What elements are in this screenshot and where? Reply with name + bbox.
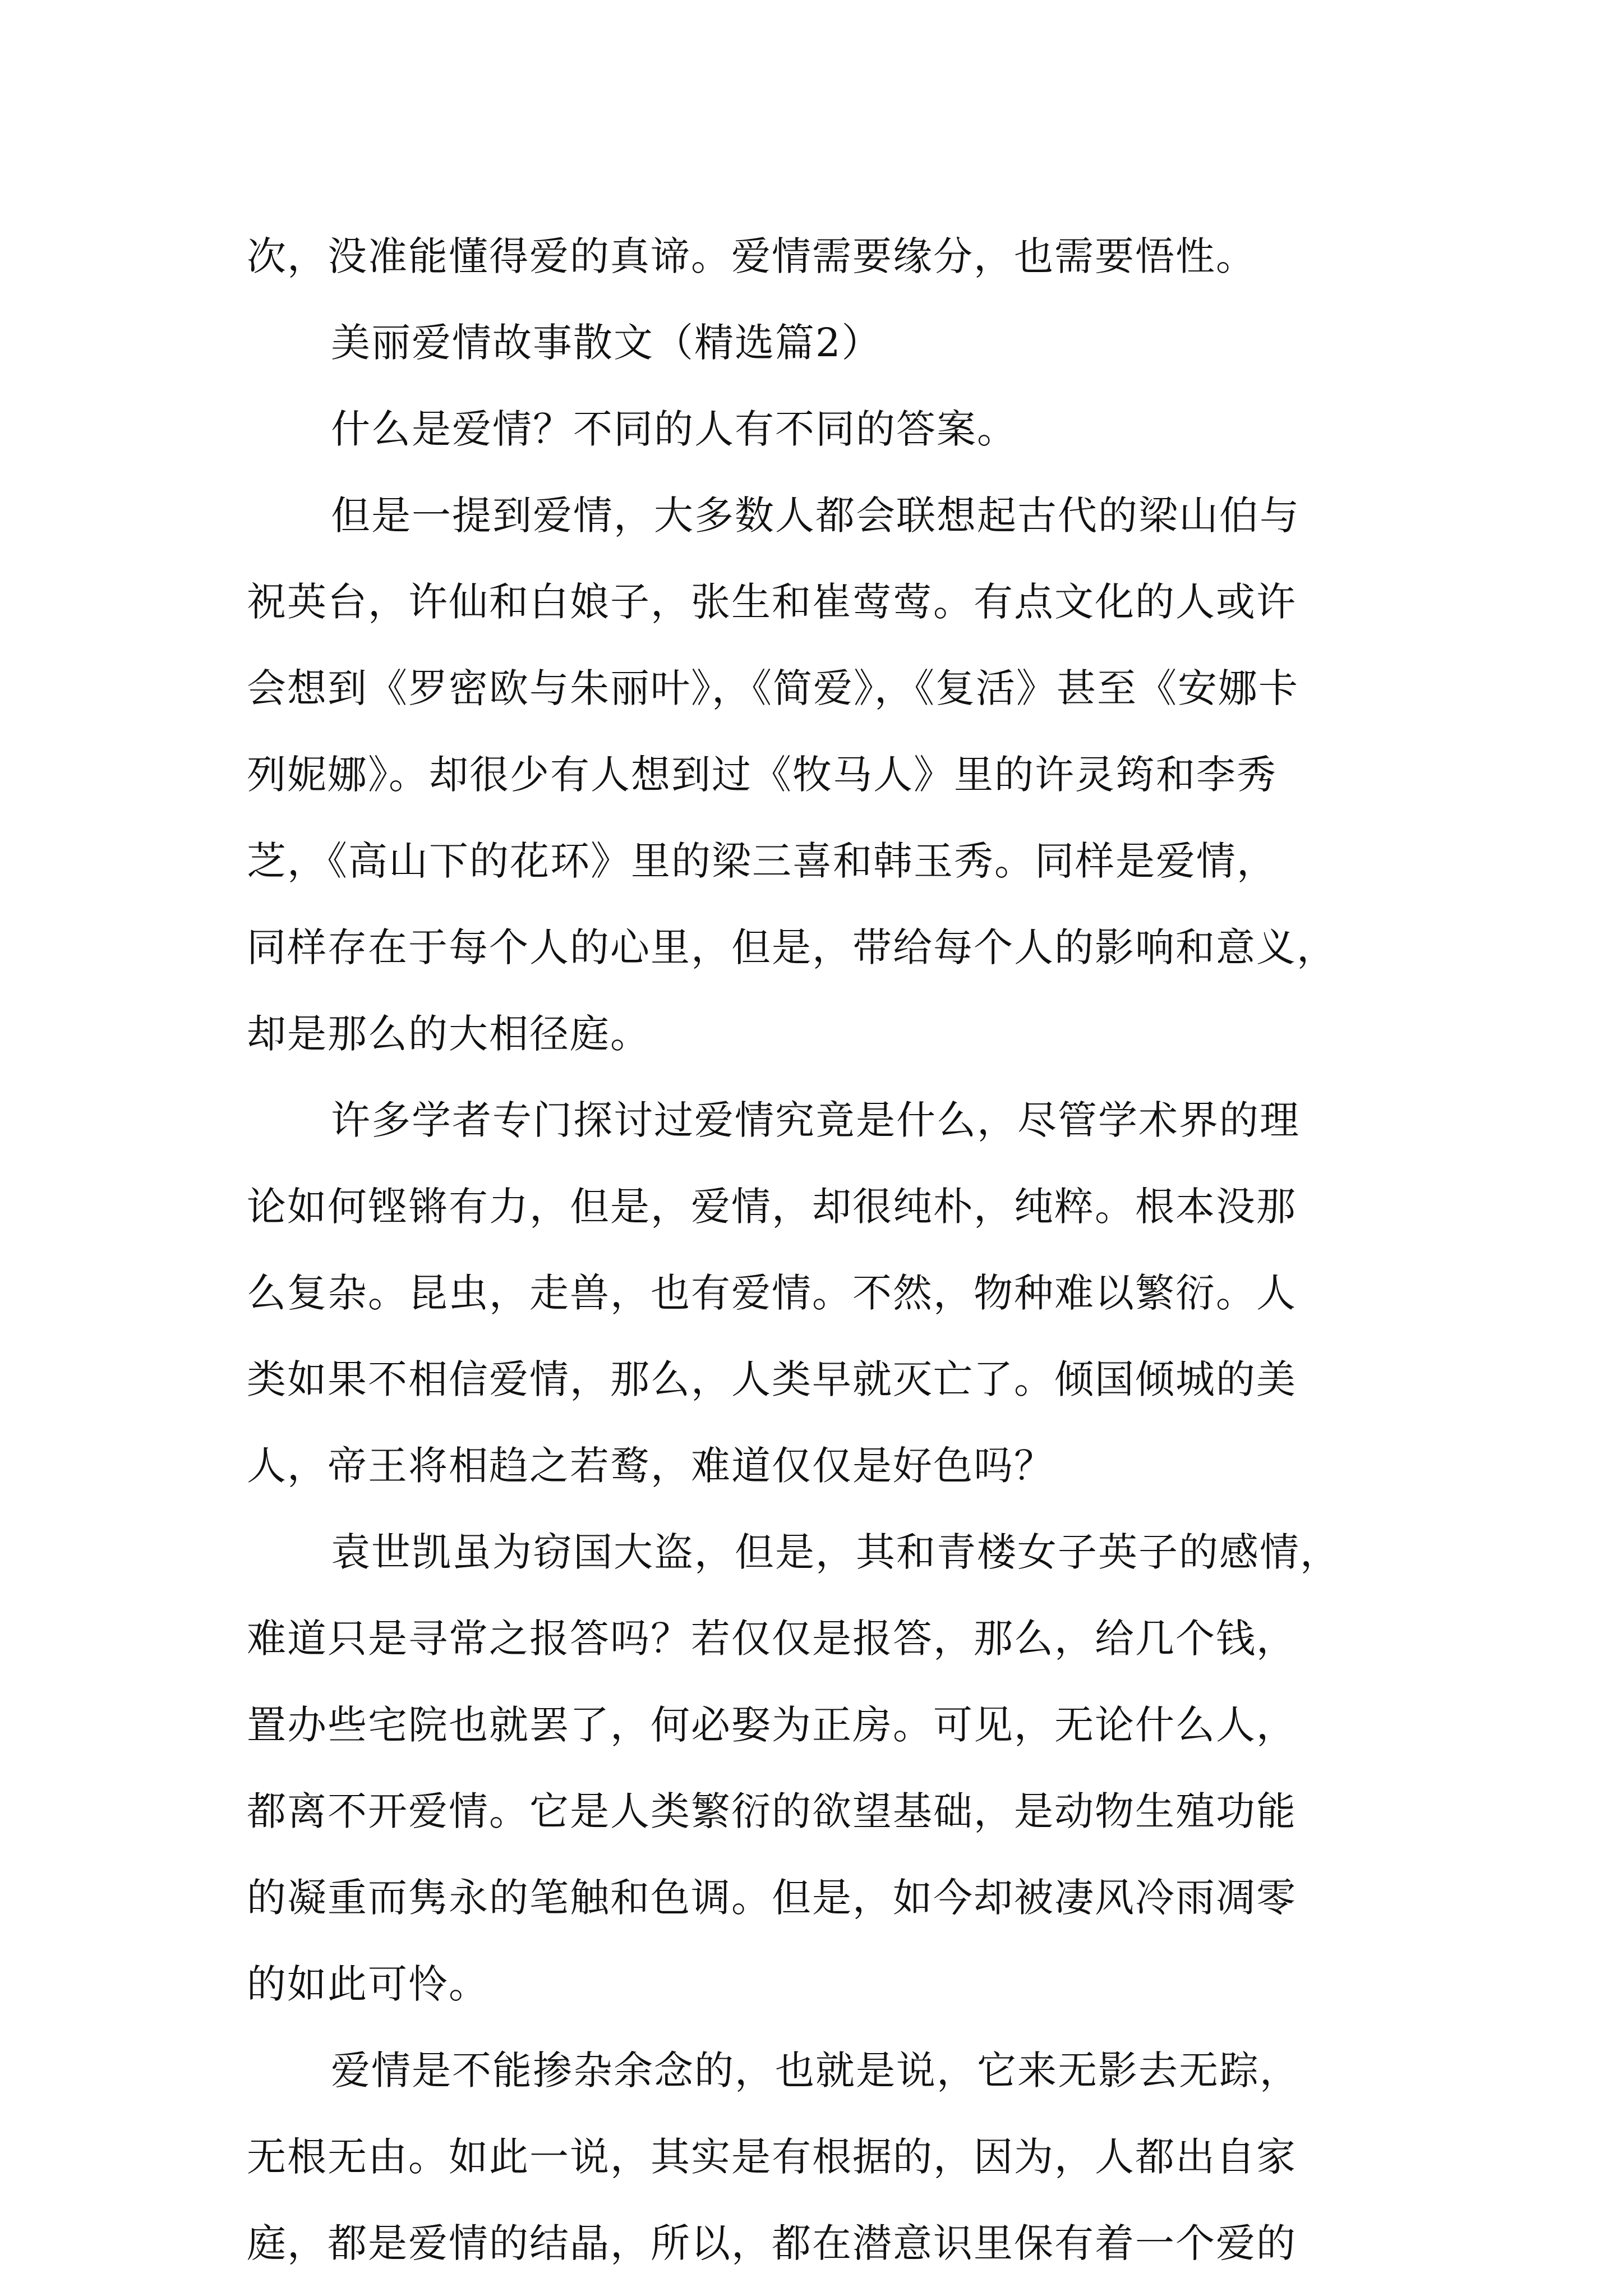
text-line: 类如果不相信爱情，那么，人类早就灭亡了。倾国倾城的美 bbox=[247, 1356, 1297, 1402]
text-line: 但是一提到爱情，大多数人都会联想起古代的梁山伯与 bbox=[331, 493, 1300, 539]
text-line: 列妮娜》。却很少有人想到过《牧马人》里的许灵筠和李秀 bbox=[247, 752, 1277, 798]
text-line: 无根无由。如此一说，其实是有根据的，因为，人都出自家 bbox=[247, 2134, 1297, 2180]
text-line: 论如何铿锵有力，但是，爱情，却很纯朴，纯粹。根本没那 bbox=[247, 1184, 1297, 1230]
text-line: 爱情是不能掺杂余念的，也就是说，它来无影去无踪， bbox=[331, 2047, 1300, 2093]
text-line: 都离不开爱情。它是人类繁衍的欲望基础，是动物生殖功能 bbox=[247, 1788, 1297, 1834]
text-line: 祝英台，许仙和白娘子，张生和崔莺莺。有点文化的人或许 bbox=[247, 579, 1297, 625]
text-line: 难道只是寻常之报答吗？若仅仅是报答，那么，给几个钱， bbox=[247, 1616, 1297, 1662]
text-line: 么复杂。昆虫，走兽，也有爱情。不然，物种难以繁衍。人 bbox=[247, 1270, 1297, 1316]
text-line: 什么是爱情？不同的人有不同的答案。 bbox=[331, 406, 1017, 452]
text-line: 庭，都是爱情的结晶，所以，都在潜意识里保有着一个爱的 bbox=[247, 2220, 1297, 2266]
text-line: 的如此可怜。 bbox=[247, 1961, 489, 2007]
text-line: 次，没准能懂得爱的真谛。爱情需要缘分，也需要悟性。 bbox=[247, 233, 1256, 279]
text-line: 芝，《高山下的花环》里的梁三喜和韩玉秀。同样是爱情， bbox=[247, 838, 1277, 884]
text-line: 同样存在于每个人的心里，但是，带给每个人的影响和意义， bbox=[247, 924, 1337, 970]
text-line: 袁世凯虽为窃国大盗，但是，其和青楼女子英子的感情， bbox=[331, 1529, 1340, 1575]
text-line: 的凝重而隽永的笔触和色调。但是，如今却被凄风冷雨凋零 bbox=[247, 1875, 1297, 1921]
text-line: 会想到《罗密欧与朱丽叶》，《简爱》，《复活》甚至《安娜卡 bbox=[247, 665, 1299, 711]
text-line: 许多学者专门探讨过爱情究竟是什么，尽管学术界的理 bbox=[331, 1097, 1300, 1143]
text-line: 却是那么的大相径庭。 bbox=[247, 1011, 651, 1057]
text-line: 置办些宅院也就罢了，何必娶为正房。可见，无论什么人， bbox=[247, 1702, 1297, 1748]
text-line: 人，帝王将相趋之若鹜，难道仅仅是好色吗？ bbox=[247, 1443, 1054, 1489]
document-body bbox=[247, 213, 1391, 2286]
section-heading: 美丽爱情故事散文（精选篇2） bbox=[331, 320, 882, 366]
